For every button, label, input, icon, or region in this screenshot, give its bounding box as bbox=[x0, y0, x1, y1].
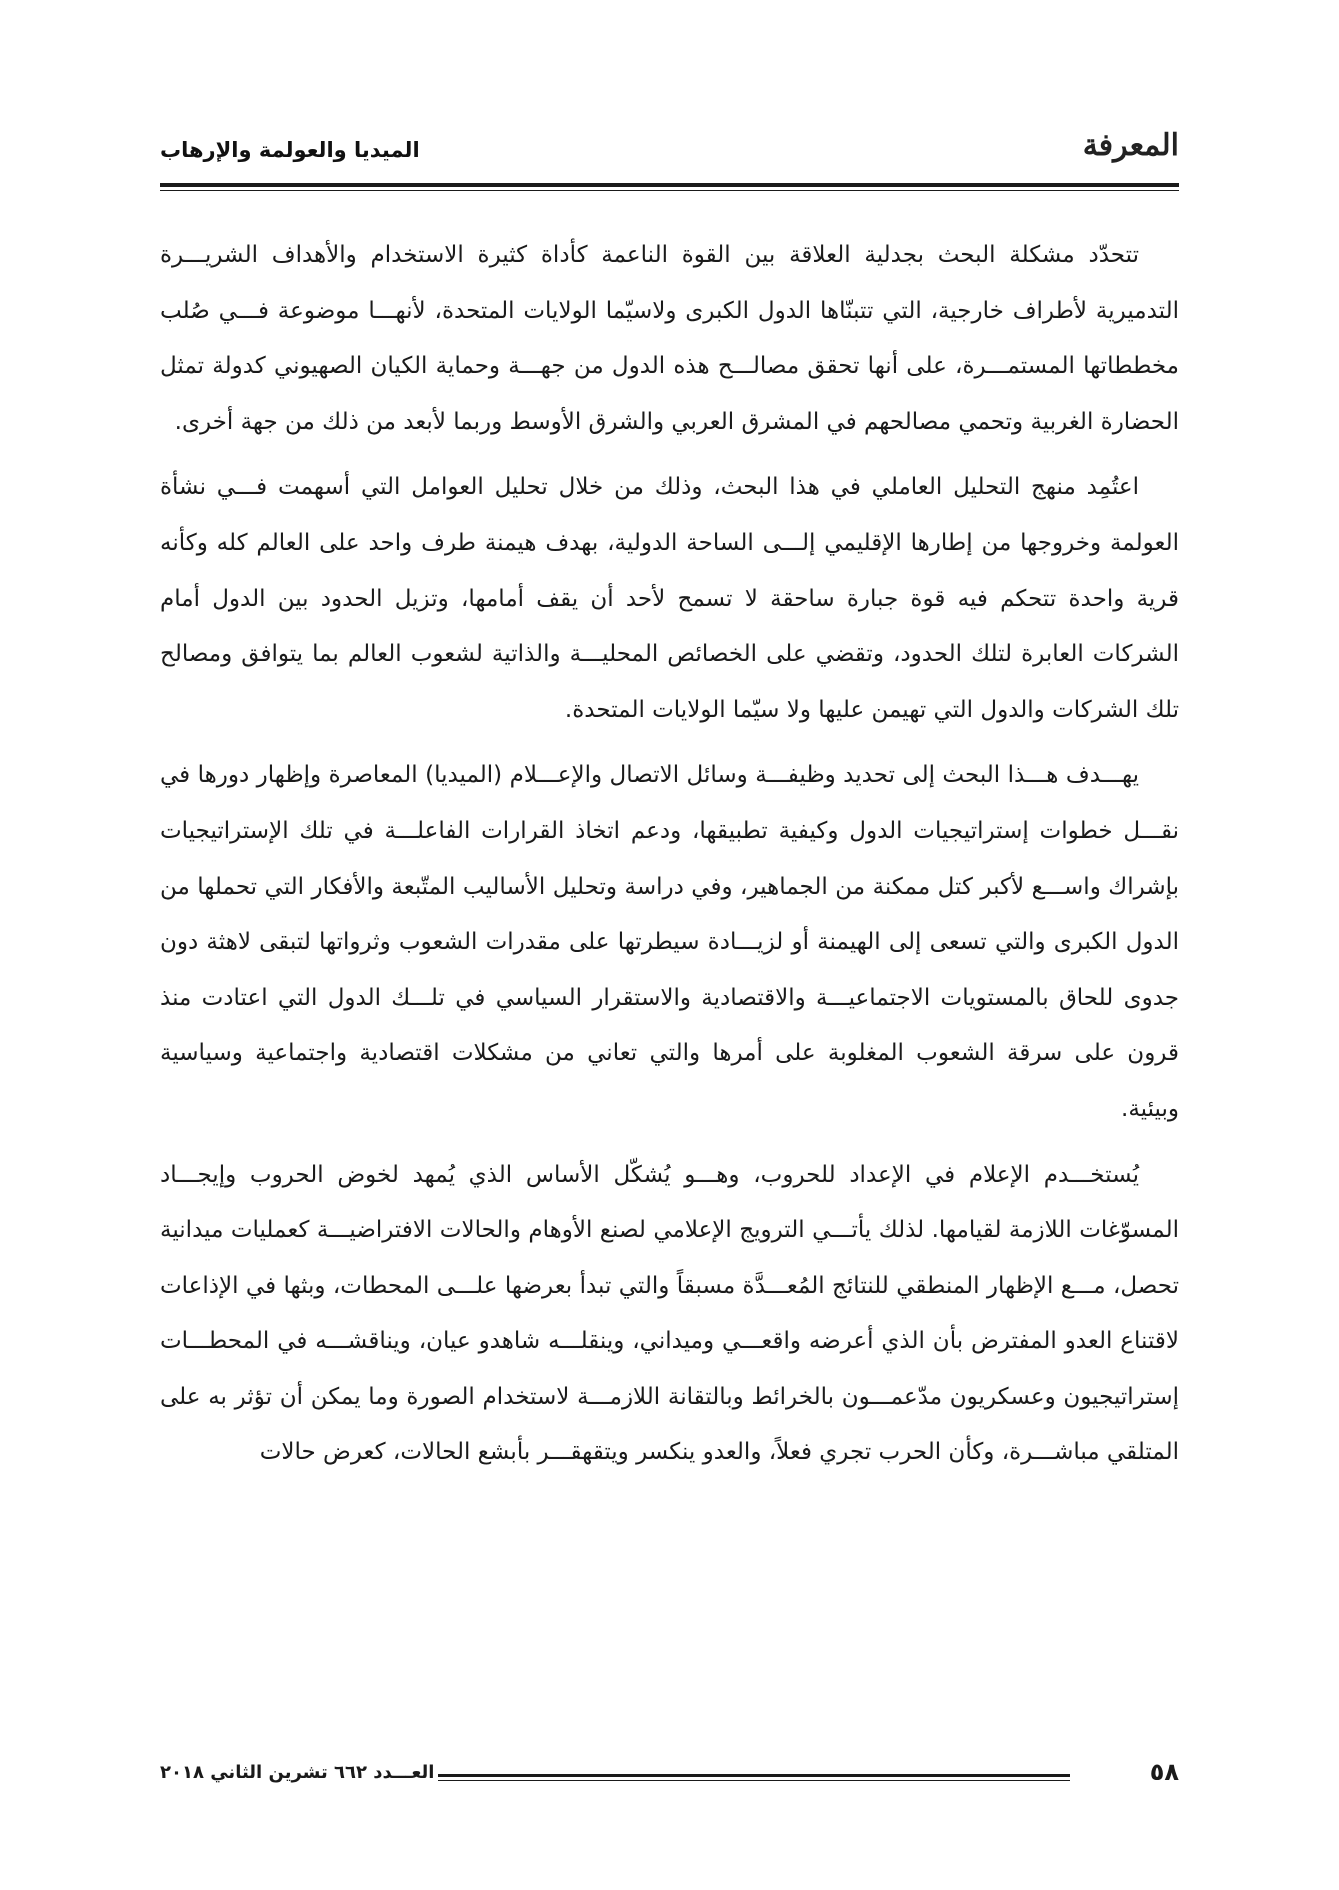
paragraph: تتحدّد مشكلة البحث بجدلية العلاقة بين القوة الناعمة كأداة كثيرة الاستخدام والأهداف الشريـــرة التدميرية لأطراف خارجية، التي تتبنّاها الدول الكبرى ولاسيّما الولايات المتحدة، لأنهـــا موضوعة فـــي صُلب مخططاتها المستمـــرة، على أنها تحقق مصالـــح هذه الدول من جهـــة وحماية الكيان الصهيوني كدولة تمثل الحضارة الغربية وتحمي مصالحهم في المشرق العربي والشرق الأوسط وربما لأبعد من ذلك من جهة أخرى. bbox=[160, 242, 1179, 435]
issue-info: العـــدد ٦٦٢ تشرين الثاني ٢٠١٨ bbox=[160, 1762, 435, 1783]
paragraph: يهـــدف هـــذا البحث إلى تحديد وظيفـــة وسائل الاتصال والإعـــلام (الميديا) المعاصرة وإظهار دورها في نقـــل خطوات إستراتيجيات الدول وكيفية تطبيقها، ودعم اتخاذ القرارات الفاعلـــة في تلك الإستراتيجيات بإشراك واســـع لأكبر كتل ممكنة من الجماهير، وفي دراسة وتحليل الأساليب المتّبعة والأفكار التي تحملها من الدول الكبرى والتي تسعى إلى الهيمنة أو لزيـــادة سيطرتها على مقدرات الشعوب وثرواتها لتبقى لاهثة دون جدوى للحاق بالمستويات الاجتماعيـــة والاقتصادية والاستقرار السياسي في تلـــك الدول التي اعتادت منذ قرون على سرقة الشعوب المغلوبة على أمرها والتي تعاني من مشكلات اقتصادية واجتماعية وسياسية وبيئية. bbox=[160, 762, 1179, 1122]
footer-rule bbox=[438, 1774, 1070, 1777]
magazine-logo: المعرفة bbox=[1082, 128, 1179, 163]
footer-rule-thin bbox=[438, 1780, 1070, 1781]
paragraph: اعتُمِد منهج التحليل العاملي في هذا البحث، وذلك من خلال تحليل العوامل التي أسهمت فـــي نشأة العولمة وخروجها من إطارها الإقليمي إلـــى الساحة الدولية، بهدف هيمنة طرف واحد على العالم كله وكأنه قرية واحدة تتحكم فيه قوة جبارة ساحقة لا تسمح لأحد أن يقف أمامها، وتزيل الحدود بين الدول أمام الشركات العابرة لتلك الحدود، وتقضي على الخصائص المحليـــة والذاتية لشعوب العالم بما يتوافق ومصالح تلك الشركات والدول التي تهيمن عليها ولا سيّما الولايات المتحدة. bbox=[160, 474, 1179, 723]
page-header bbox=[160, 120, 1179, 180]
page-footer bbox=[160, 1758, 1179, 1798]
header-rule bbox=[160, 183, 1179, 187]
page-number: ٥٨ bbox=[1149, 1758, 1179, 1786]
header-rule-thin bbox=[160, 190, 1179, 191]
running-title: الميديا والعولمة والإرهاب bbox=[160, 138, 420, 162]
paragraph: يُستخـــدم الإعلام في الإعداد للحروب، وهـــو يُشكّل الأساس الذي يُمهد لخوض الحروب وإيجـــاد المسوّغات اللازمة لقيامها. لذلك يأتـــي الترويج الإعلامي لصنع الأوهام والحالات الافتراضيـــة كعمليات ميدانية تحصل، مـــع الإظهار المنطقي للنتائج المُعـــدَّة مسبقاً والتي تبدأ بعرضها علـــى المحطات، وبثها في الإذاعات لاقتناع العدو المفترض بأن الذي أعرضه واقعـــي وميداني، وينقلـــه شاهدو عيان، ويناقشـــه في المحطـــات إستراتيجيون وعسكريون مدّعمـــون بالخرائط وبالتقانة اللازمـــة لاستخدام الصورة وما يمكن أن تؤثر به على المتلقي مباشـــرة، وكأن الحرب تجري فعلاً، والعدو ينكسر ويتقهقـــر بأبشع الحالات، كعرض حالات bbox=[160, 1161, 1179, 1466]
article-body bbox=[160, 228, 1179, 1491]
